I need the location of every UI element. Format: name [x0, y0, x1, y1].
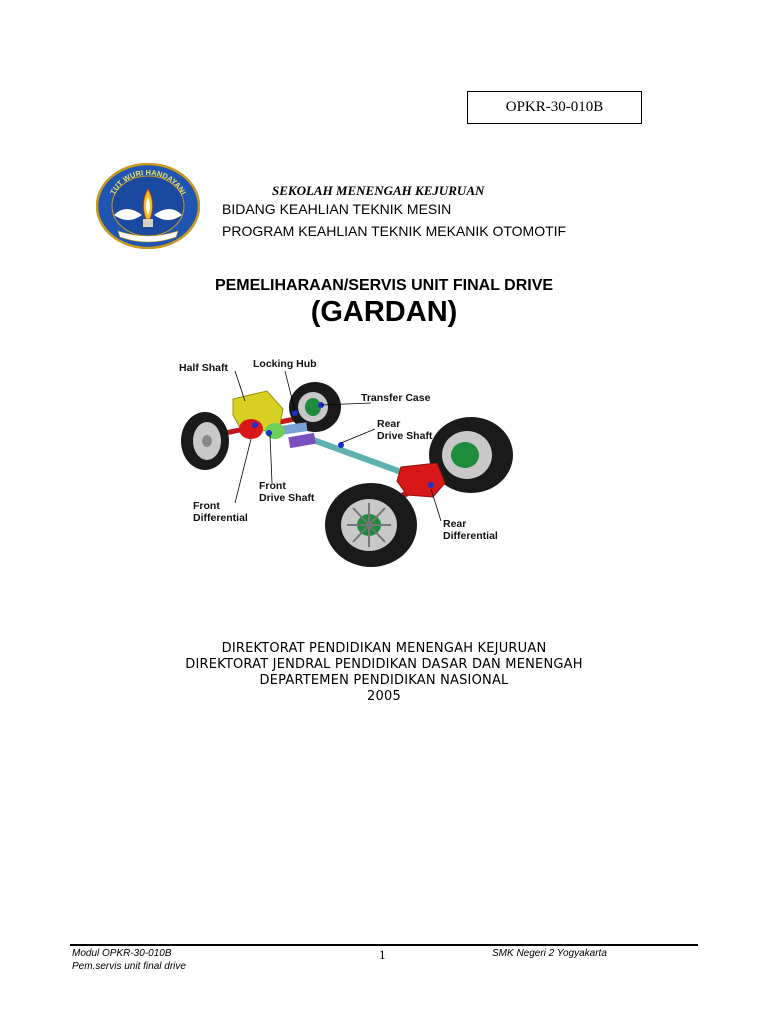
label-rear-drive-shaft-1: Rear [377, 418, 401, 430]
tut-wuri-handayani-logo [96, 163, 200, 249]
document-title: PEMELIHARAAN/SERVIS UNIT FINAL DRIVE [214, 277, 554, 294]
label-half-shaft: Half Shaft [179, 362, 229, 374]
publisher-line-2: DIREKTORAT JENDRAL PENDIDIKAN DASAR DAN MENENGAH [185, 657, 583, 672]
footer-module-title: Pem.servis unit final drive [72, 961, 186, 972]
rear-left-wheel [325, 483, 417, 567]
page-number: 1 [379, 947, 386, 962]
school-name: SEKOLAH MENENGAH KEJURUAN [272, 183, 485, 198]
label-transfer-case: Transfer Case [361, 392, 431, 404]
rear-differential [397, 463, 445, 497]
publisher-block [0, 641, 768, 705]
footer-module-code: Modul OPKR-30-010B [72, 948, 172, 959]
label-rear-drive-shaft-2: Drive Shaft [377, 430, 433, 442]
footer-divider [70, 944, 698, 946]
footer-school: SMK Negeri 2 Yogyakarta [492, 948, 607, 959]
label-locking-hub: Locking Hub [253, 358, 317, 370]
label-rear-differential-1: Rear [443, 518, 467, 530]
field-of-expertise: BIDANG KEAHLIAN TEKNIK MESIN [222, 201, 452, 217]
label-front-differential-2: Differential [193, 512, 248, 524]
label-front-drive-shaft-2: Drive Shaft [259, 492, 315, 504]
rear-drive-shaft [305, 437, 415, 477]
label-rear-differential-2: Differential [443, 530, 498, 542]
document-subtitle: (GARDAN) [310, 296, 458, 328]
front-left-wheel [181, 412, 229, 470]
label-front-differential-1: Front [193, 500, 220, 512]
publisher-line-1: DIREKTORAT PENDIDIKAN MENENGAH KEJURUAN [221, 641, 547, 656]
transfer-link [288, 433, 316, 448]
publisher-line-3: DEPARTEMEN PENDIDIKAN NASIONAL [259, 673, 509, 688]
drivetrain-diagram [175, 355, 520, 575]
front-differential [239, 419, 263, 439]
publication-year: 2005 [367, 689, 401, 704]
module-code: OPKR-30-010B [505, 99, 604, 115]
expertise-program: PROGRAM KEAHLIAN TEKNIK MEKANIK OTOMOTIF [222, 223, 567, 239]
module-code-box [467, 91, 642, 124]
label-front-drive-shaft-1: Front [259, 480, 286, 492]
svg-text:TUT WURI HANDAYANI: TUT WURI HANDAYANI [108, 167, 188, 197]
